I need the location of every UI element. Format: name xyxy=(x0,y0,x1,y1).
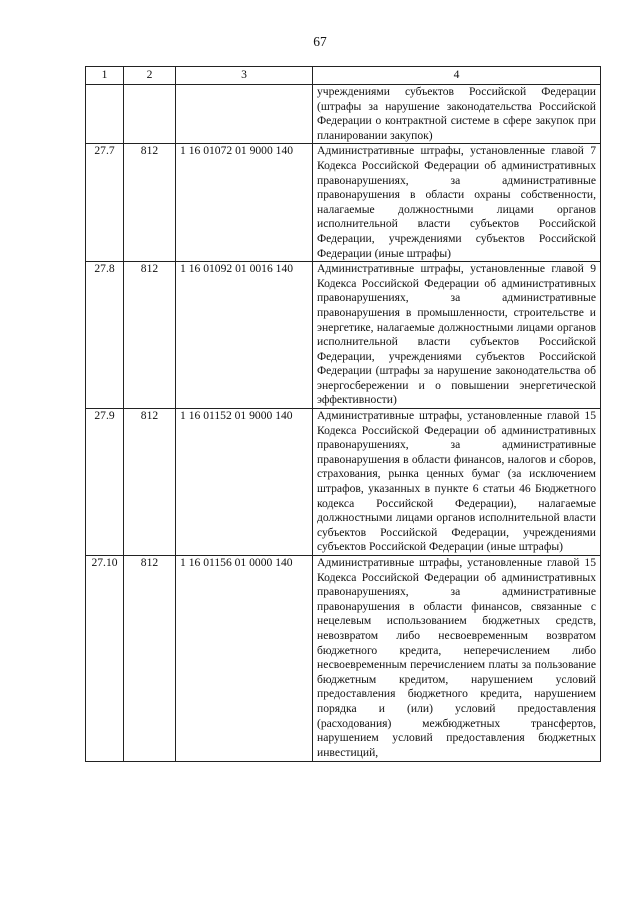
column-header-3: 3 xyxy=(176,67,313,85)
revenue-description: Административные штрафы, установленные главой 7 Кодекса Российской Федерации об административных правонарушениях, за административные правонарушения в области охраны собственности, налагаемые должностными лицами органов исполнительной власти субъектов Российской Федерации, учреждениями субъектов Российской Федерации (иные штрафы) xyxy=(313,144,601,262)
admin-code: 812 xyxy=(124,409,176,556)
budget-code: 1 16 01092 01 0016 140 xyxy=(176,262,313,409)
column-header-2: 2 xyxy=(124,67,176,85)
page-number: 67 xyxy=(313,34,327,49)
table-row-27-8 xyxy=(86,262,601,409)
row-number: 27.10 xyxy=(86,556,124,762)
table-row-27-10 xyxy=(86,556,601,762)
table-row-continuation xyxy=(86,85,601,144)
admin-code: 812 xyxy=(124,262,176,409)
budget-code: 1 16 01072 01 9000 140 xyxy=(176,144,313,262)
row-number: 27.9 xyxy=(86,409,124,556)
table-row-27-9 xyxy=(86,409,601,556)
revenue-description: Административные штрафы, установленные главой 15 Кодекса Российской Федерации об административных правонарушениях, за административные правонарушения в области финансов, налогов и сборов, страхования, рынка ценных бумаг (за исключением штрафов, указанных в пункте 6 статьи 46 Бюджетного кодекса Российской Федерации), налагаемые должностными лицами органов исполнительной власти субъектов Российской Федерации, учреждениями субъектов Российской Федерации (иные штрафы) xyxy=(313,409,601,556)
budget-code: 1 16 01156 01 0000 140 xyxy=(176,556,313,762)
revenue-description: Административные штрафы, установленные главой 15 Кодекса Российской Федерации об административных правонарушениях, за административные правонарушения в области финансов, связанные с нецелевым использованием бюджетных средств, невозвратом либо несвоевременным возвратом бюджетного кредита, неперечислением либо несвоевременным перечислением платы за пользование бюджетным кредитом, нарушением условий предоставления бюджетного кредита, нарушением порядка и (или) условий предоставления (расходования) межбюджетных трансфертов, нарушением условий предоставления бюджетных инвестиций, xyxy=(313,556,601,762)
table-row-27-7 xyxy=(86,144,601,262)
row-number: 27.7 xyxy=(86,144,124,262)
admin-code xyxy=(124,85,176,144)
column-header-4: 4 xyxy=(313,67,601,85)
admin-code: 812 xyxy=(124,556,176,762)
budget-code: 1 16 01152 01 9000 140 xyxy=(176,409,313,556)
row-number: 27.8 xyxy=(86,262,124,409)
budget-classification-table xyxy=(85,66,601,762)
revenue-description: учреждениями субъектов Российской Федерации (штрафы за нарушение законодательства Российской Федерации о контрактной системе в сфере закупок при планировании закупок) xyxy=(313,85,601,144)
column-header-1: 1 xyxy=(86,67,124,85)
admin-code: 812 xyxy=(124,144,176,262)
row-number xyxy=(86,85,124,144)
budget-code xyxy=(176,85,313,144)
table-header-row xyxy=(86,67,601,85)
revenue-description: Административные штрафы, установленные главой 9 Кодекса Российской Федерации об административных правонарушениях, за административные правонарушения в промышленности, строительстве и энергетике, налагаемые должностными лицами органов исполнительной власти субъектов Российской Федерации, учреждениями субъектов Российской Федерации (штрафы за нарушение законодательства об энергосбережении и о повышении энергетической эффективности) xyxy=(313,262,601,409)
